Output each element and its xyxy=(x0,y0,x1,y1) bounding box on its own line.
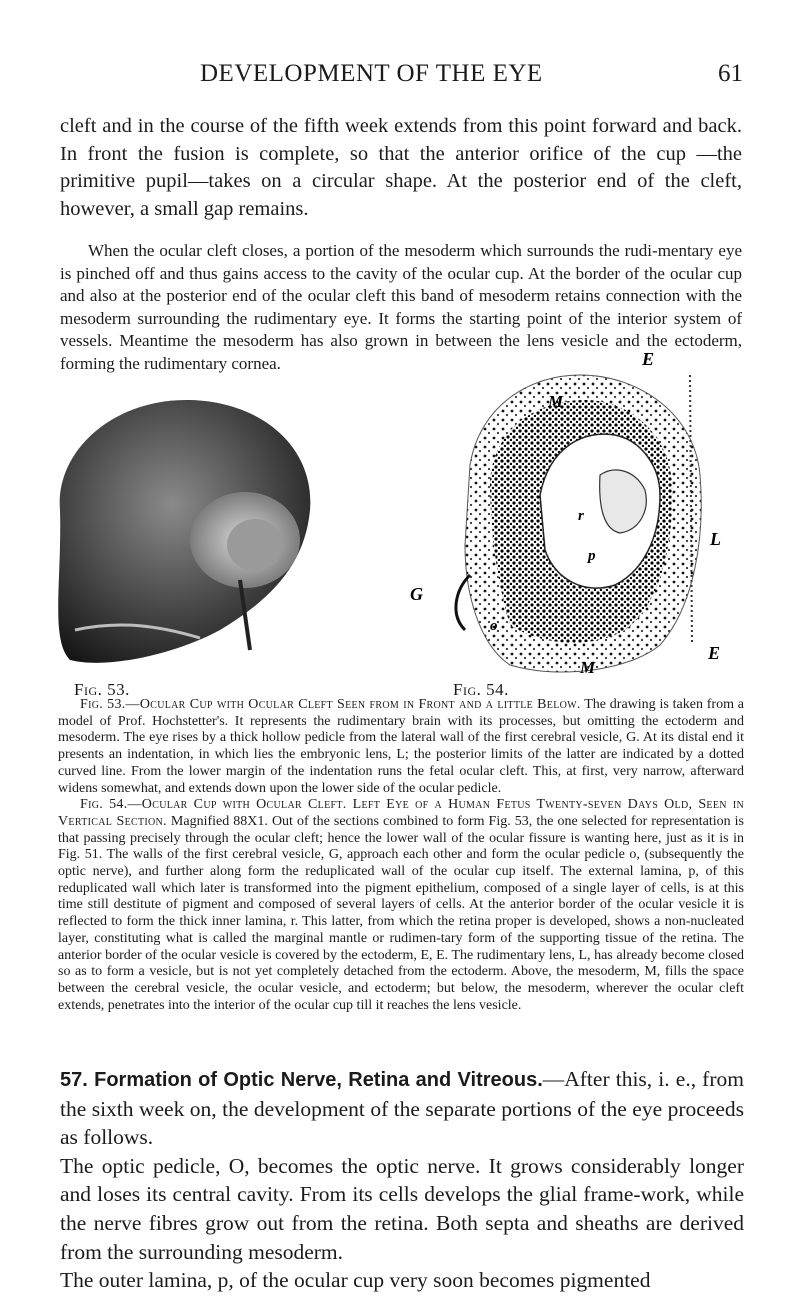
section-57 xyxy=(60,1065,744,1295)
fig54-letter-r: r xyxy=(578,508,584,524)
fig54-label: Fig. 54. xyxy=(453,680,509,699)
fig53-illustration xyxy=(40,390,340,675)
fig53-caption-body: The drawing is taken from a model of Prof. Hochstetter's. It represents the rudimentary brain with its processes, but omitting the ectoderm and mesoderm. The eye rises by a thick hollow pedicle from the lateral wall of the first cerebral vesicle, G. At its distal end it presents an indentation, in which lies the embryonic lens, L; the posterior limits of the latter are indicated by a dotted curved line. From the lower margin of the indentation runs the fetal ocular cleft. This, at first, very narrow, afterward widens somewhat, and extends down upon the lower side of the ocular pedicle. xyxy=(58,697,744,796)
running-head xyxy=(0,60,801,92)
fig54-caption xyxy=(58,797,744,1014)
paragraph-ocular-cleft: When the ocular cleft closes, a portion of the mesoderm which surrounds the rudi-mentary eye is pinched off and thus gains access to the cavity of the ocular cup. At the border of the ocular cup and also at the posterior end of the ocular cleft this band of mesoderm retains connection with the mesoderm surrounding the rudimentary eye. It forms the starting point of the interior system of vessels. Meantime the mesoderm has also grown in between the lens vesicle and the ectoderm, forming the rudimentary cornea. xyxy=(60,241,742,373)
fig54-letter-p: p xyxy=(588,548,596,564)
fig53-label: Fig. 53. xyxy=(74,680,130,699)
running-title: DEVELOPMENT OF THE EYE xyxy=(200,60,543,87)
section-lead-text: —After this, i. e., from the sixth week on, the development of the separate portions of the eye proceeds as follows. xyxy=(60,1067,744,1150)
figure-captions xyxy=(58,697,744,1014)
fig54-letter-o: o xyxy=(490,618,498,634)
fig54-letter-L: L xyxy=(710,529,721,549)
section-57-lead-paragraph xyxy=(60,1065,744,1152)
fig54-illustration xyxy=(410,345,760,680)
section-heading: 57. Formation of Optic Nerve, Retina and Vitreous. xyxy=(60,1069,543,1091)
fig53-caption-title: Fig. 53.—Ocular Cup with Ocular Cleft Seen from in Front and a little Below. xyxy=(80,697,581,712)
fig54-letter-M-bottom: M xyxy=(580,658,596,677)
fig54-caption-body: Magnified 88X1. Out of the sections combined to form Fig. 53, the one selected for representation is that passing precisely through the ocular cleft; hence the lower wall of the ocular fissure is wanting here, just as it is in Fig. 51. The walls of the first cerebral vesicle, G, approach each other and form the ocular pedicle o, (subsequently the optic nerve), and further along form the reduplicated wall of the ocular cup itself. The external lamina, p, of this reduplicated wall which later is transformed into the pigment epithelium, composed of a single layer of cells, is at this time still destitute of pigment and composed of several layers of cells. At the anterior border of the ocular vesicle it is reflected to form the thick inner lamina, r. This latter, from which the retina proper is developed, shows a non-nucleated layer, constituting what is called the marginal mantle or rudimen-tary form of the supporting tissue of the retina. The anterior border of the ocular vesicle is covered by the ectoderm, E, E. The rudimentary lens, L, has already become closed so as to form a vesicle, but is not yet completely detached from the ectoderm. Above, the mesoderm, M, fills the space between the cerebral vesicle, the ocular vesicle, and ectoderm; but below, the mesoderm, wherever the ocular cleft extends, penetrates into the interior of the ocular cup till it reaches the lens vesicle. xyxy=(58,813,744,1013)
section-57-paragraph-3: The outer lamina, p, of the ocular cup very soon becomes pigmented xyxy=(60,1268,651,1293)
figure-block xyxy=(40,345,760,700)
fig54-letter-G: G xyxy=(410,584,423,604)
page-number: 61 xyxy=(718,60,743,87)
fig54-caption-title: Fig. 54.—Ocular Cup with Ocular Cleft. Left Eye of a Human Fetus Twenty-seven Days Old, Seen in Vertical Section. xyxy=(58,797,744,829)
fig54-letter-E-top: E xyxy=(642,349,655,369)
fig54-letter-E-bottom: E xyxy=(708,643,721,663)
paragraph-continued: cleft and in the course of the fifth week extends from this point forward and back. In front the fusion is complete, so that the anterior orifice of the cup —the primitive pupil—takes on a circular shape. At the posterior end of the cleft, however, a small gap remains. xyxy=(60,115,742,220)
fig53-caption xyxy=(58,697,744,797)
fig54-letter-M-top: M xyxy=(548,392,564,411)
section-57-paragraph-2: The optic pedicle, O, becomes the optic nerve. It grows considerably longer and loses its central cavity. From its cells develops the glial frame-work, while the nerve fibres grow out from the retina. Both septa and sheaths are derived from the surrounding mesoderm. xyxy=(60,1153,744,1264)
